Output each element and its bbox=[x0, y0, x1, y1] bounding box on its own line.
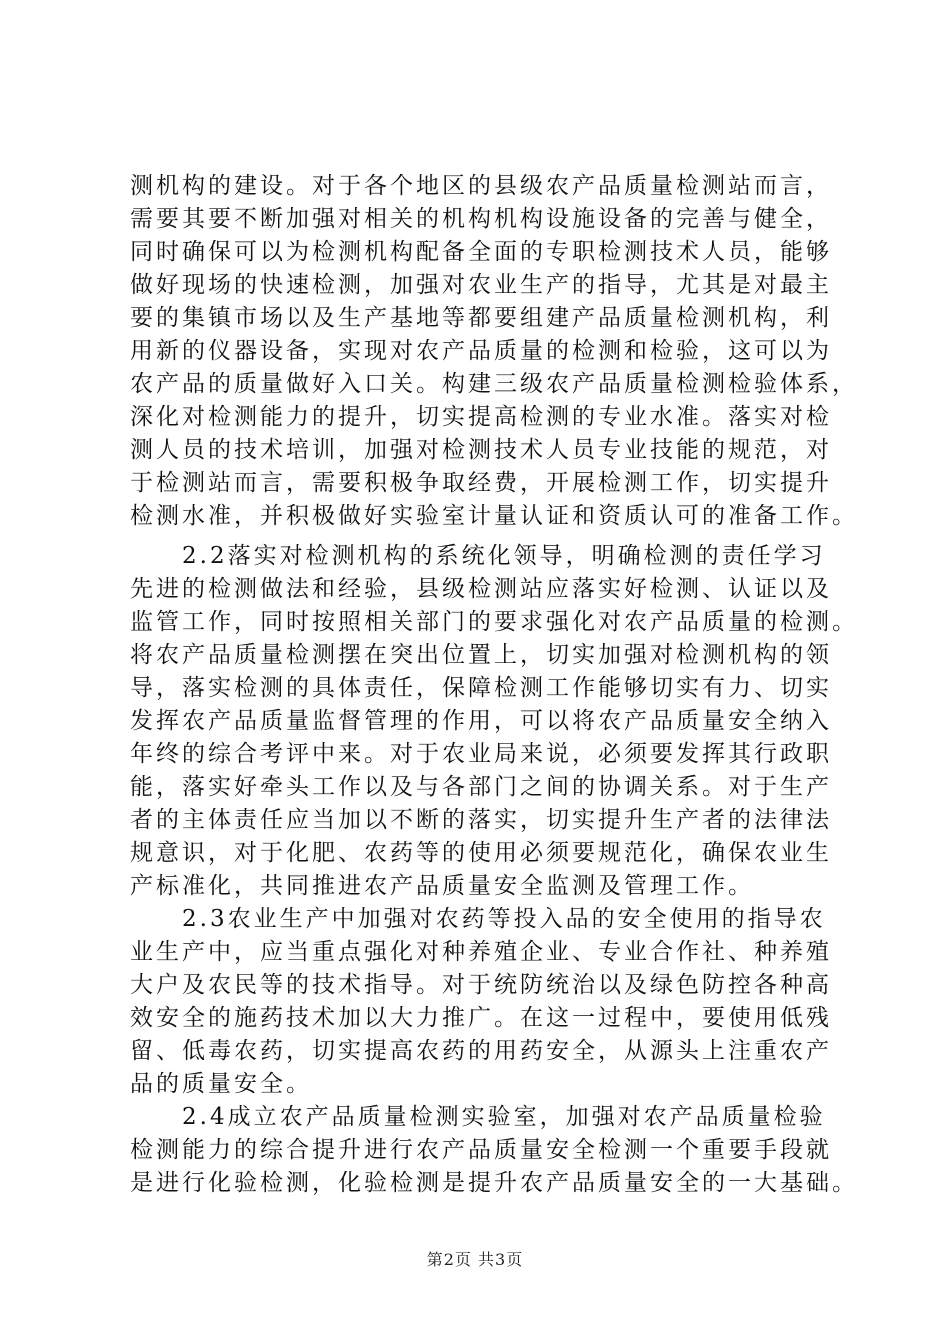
text-line: 用新的仪器设备，实现对农产品质量的检测和检验，这可以为 bbox=[130, 338, 832, 364]
text-line: 业生产中，应当重点强化对种养殖企业、专业合作社、种养殖 bbox=[130, 939, 832, 965]
text-line: 能，落实好牵头工作以及与各部门之间的协调关系。对于生产 bbox=[130, 774, 832, 800]
text-line: 做好现场的快速检测，加强对农业生产的指导，尤其是对最主 bbox=[130, 272, 832, 298]
text-line: 是进行化验检测，化验检测是提升农产品质量安全的一大基础。 bbox=[130, 1170, 858, 1196]
text-line: 深化对检测能力的提升，切实提高检测的专业水准。落实对检 bbox=[130, 404, 832, 430]
text-line: 发挥农产品质量监督管理的作用，可以将农产品质量安全纳入 bbox=[130, 708, 832, 734]
text-line: 先进的检测做法和经验，县级检测站应落实好检测、认证以及 bbox=[130, 576, 832, 602]
text-line: 规意识，对于化肥、农药等的使用必须要规范化，确保农业生 bbox=[130, 840, 832, 866]
text-line: 监管工作，同时按照相关部门的要求强化对农产品质量的检测。 bbox=[130, 609, 858, 635]
text-line: 品的质量安全。 bbox=[130, 1071, 312, 1097]
text-line: 测人员的技术培训，加强对检测技术人员专业技能的规范，对 bbox=[130, 437, 832, 463]
text-line: 检测水准，并积极做好实验室计量认证和资质认可的准备工作。 bbox=[130, 503, 858, 529]
text-line: 导，落实检测的具体责任，保障检测工作能够切实有力、切实 bbox=[130, 675, 832, 701]
text-line: 效安全的施药技术加以大力推广。在这一过程中，要使用低残 bbox=[130, 1005, 832, 1031]
text-line: 2.3农业生产中加强对农药等投入品的安全使用的指导农 bbox=[130, 906, 826, 932]
text-line: 需要其要不断加强对相关的机构机构设施设备的完善与健全， bbox=[130, 206, 832, 232]
text-line: 测机构的建设。对于各个地区的县级农产品质量检测站而言， bbox=[130, 173, 832, 199]
text-line: 年终的综合考评中来。对于农业局来说，必须要发挥其行政职 bbox=[130, 741, 832, 767]
text-line: 者的主体责任应当加以不断的落实，切实提升生产者的法律法 bbox=[130, 807, 832, 833]
text-line: 大户及农民等的技术指导。对于统防统治以及绿色防控各种高 bbox=[130, 972, 832, 998]
text-line: 2.4成立农产品质量检测实验室，加强对农产品质量检验 bbox=[130, 1104, 826, 1130]
paragraph-1 bbox=[130, 170, 858, 533]
text-line: 将农产品质量检测摆在突出位置上，切实加强对检测机构的领 bbox=[130, 642, 832, 668]
text-line: 同时确保可以为检测机构配备全面的专职检测技术人员，能够 bbox=[130, 239, 832, 265]
paragraph-2 bbox=[130, 540, 858, 1200]
page-footer bbox=[0, 1247, 950, 1270]
text-line: 农产品的质量做好入口关。构建三级农产品质量检测检验体系， bbox=[130, 371, 858, 397]
text-line: 2.2落实对检测机构的系统化领导，明确检测的责任学习 bbox=[130, 543, 826, 569]
text-line: 检测能力的综合提升进行农产品质量安全检测一个重要手段就 bbox=[130, 1137, 832, 1163]
text-line: 要的集镇市场以及生产基地等都要组建产品质量检测机构，利 bbox=[130, 305, 832, 331]
text-line: 产标准化，共同推进农产品质量安全监测及管理工作。 bbox=[130, 873, 754, 899]
text-line: 留、低毒农药，切实提高农药的用药安全，从源头上注重农产 bbox=[130, 1038, 832, 1064]
page-number: 第2页 共3页 bbox=[426, 1250, 524, 1269]
text-line: 于检测站而言，需要积极争取经费，开展检测工作，切实提升 bbox=[130, 470, 832, 496]
